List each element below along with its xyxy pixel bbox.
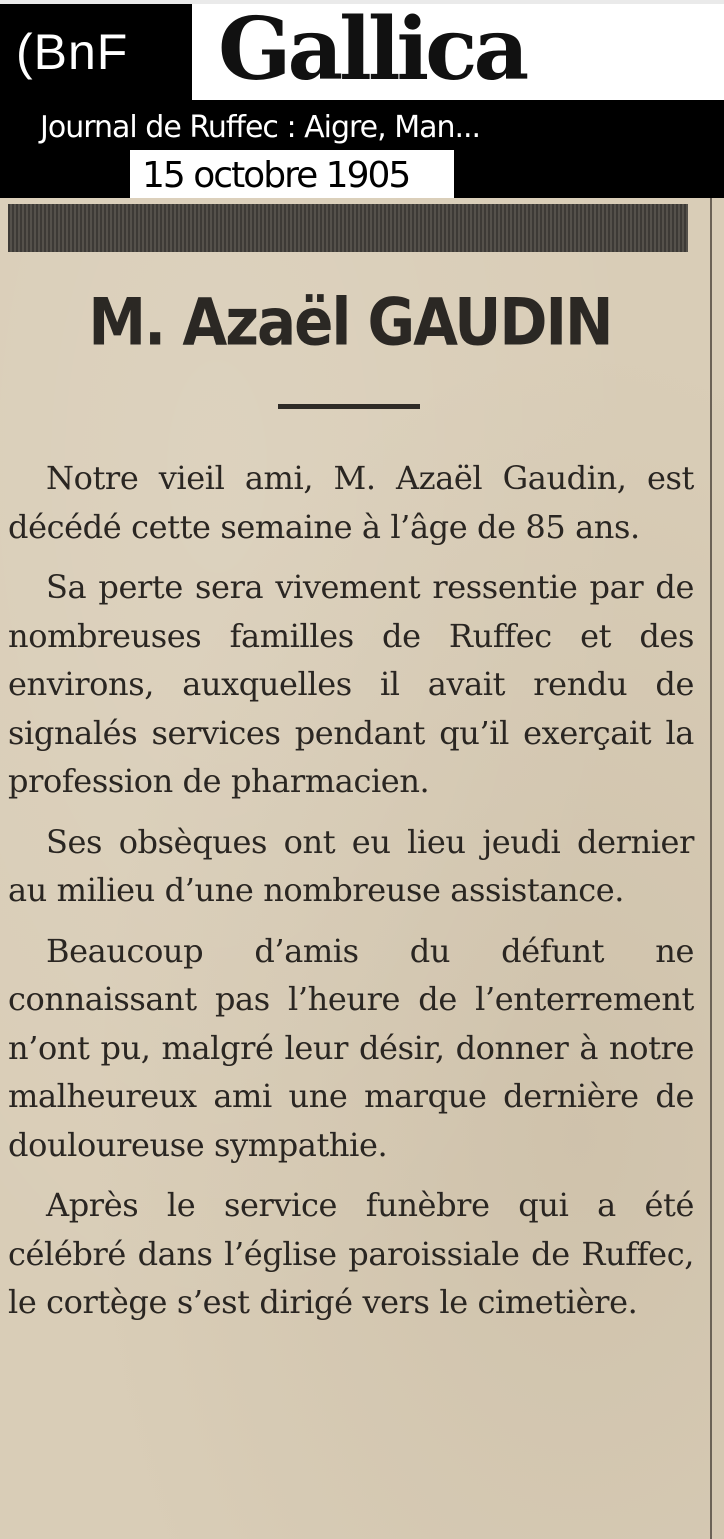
paragraph: Sa perte sera vivement ressentie par de nombreuses familles de Ruffec et des environs, auxquelles il avait rendu de signalés services pendant qu’il exerçait la profession de pharmacien. (8, 568, 694, 800)
headline-underline (278, 404, 420, 409)
gallica-logo: Gallica (218, 0, 526, 100)
bnf-logo[interactable]: (BnF (0, 4, 192, 100)
paragraph: Beaucoup d’amis du défunt ne connaissant pas l’heure de l’enterrement n’ont pu, malgré leur désir, donner à notre malheureux ami une marque dernière de douloureuse sympathie. (8, 931, 694, 1164)
paragraph: Ses obsèques ont eu lieu jeudi dernier au milieu d’une nombreuse assistance. (8, 822, 694, 909)
article-headline: M. Azaël GAUDIN (88, 283, 612, 361)
document-title[interactable]: Journal de Ruffec : Aigre, Man... (40, 110, 481, 145)
decorative-banner-rule (8, 204, 688, 252)
gallica-logo-box[interactable] (192, 0, 724, 100)
newspaper-scan (0, 198, 724, 1539)
paragraph: Après le service funèbre qui a été célébré dans l’église paroissiale de Ruffec, le cortège s’est dirigé vers le cimetière. (8, 1186, 694, 1321)
issue-date: 15 octobre 1905 (130, 150, 454, 198)
gallica-header (0, 0, 724, 198)
paragraph: Notre vieil ami, M. Azaël Gaudin, est décédé cette semaine à l’âge de 85 ans. (8, 459, 694, 546)
article-body (8, 454, 694, 1339)
column-rule (710, 198, 712, 1539)
